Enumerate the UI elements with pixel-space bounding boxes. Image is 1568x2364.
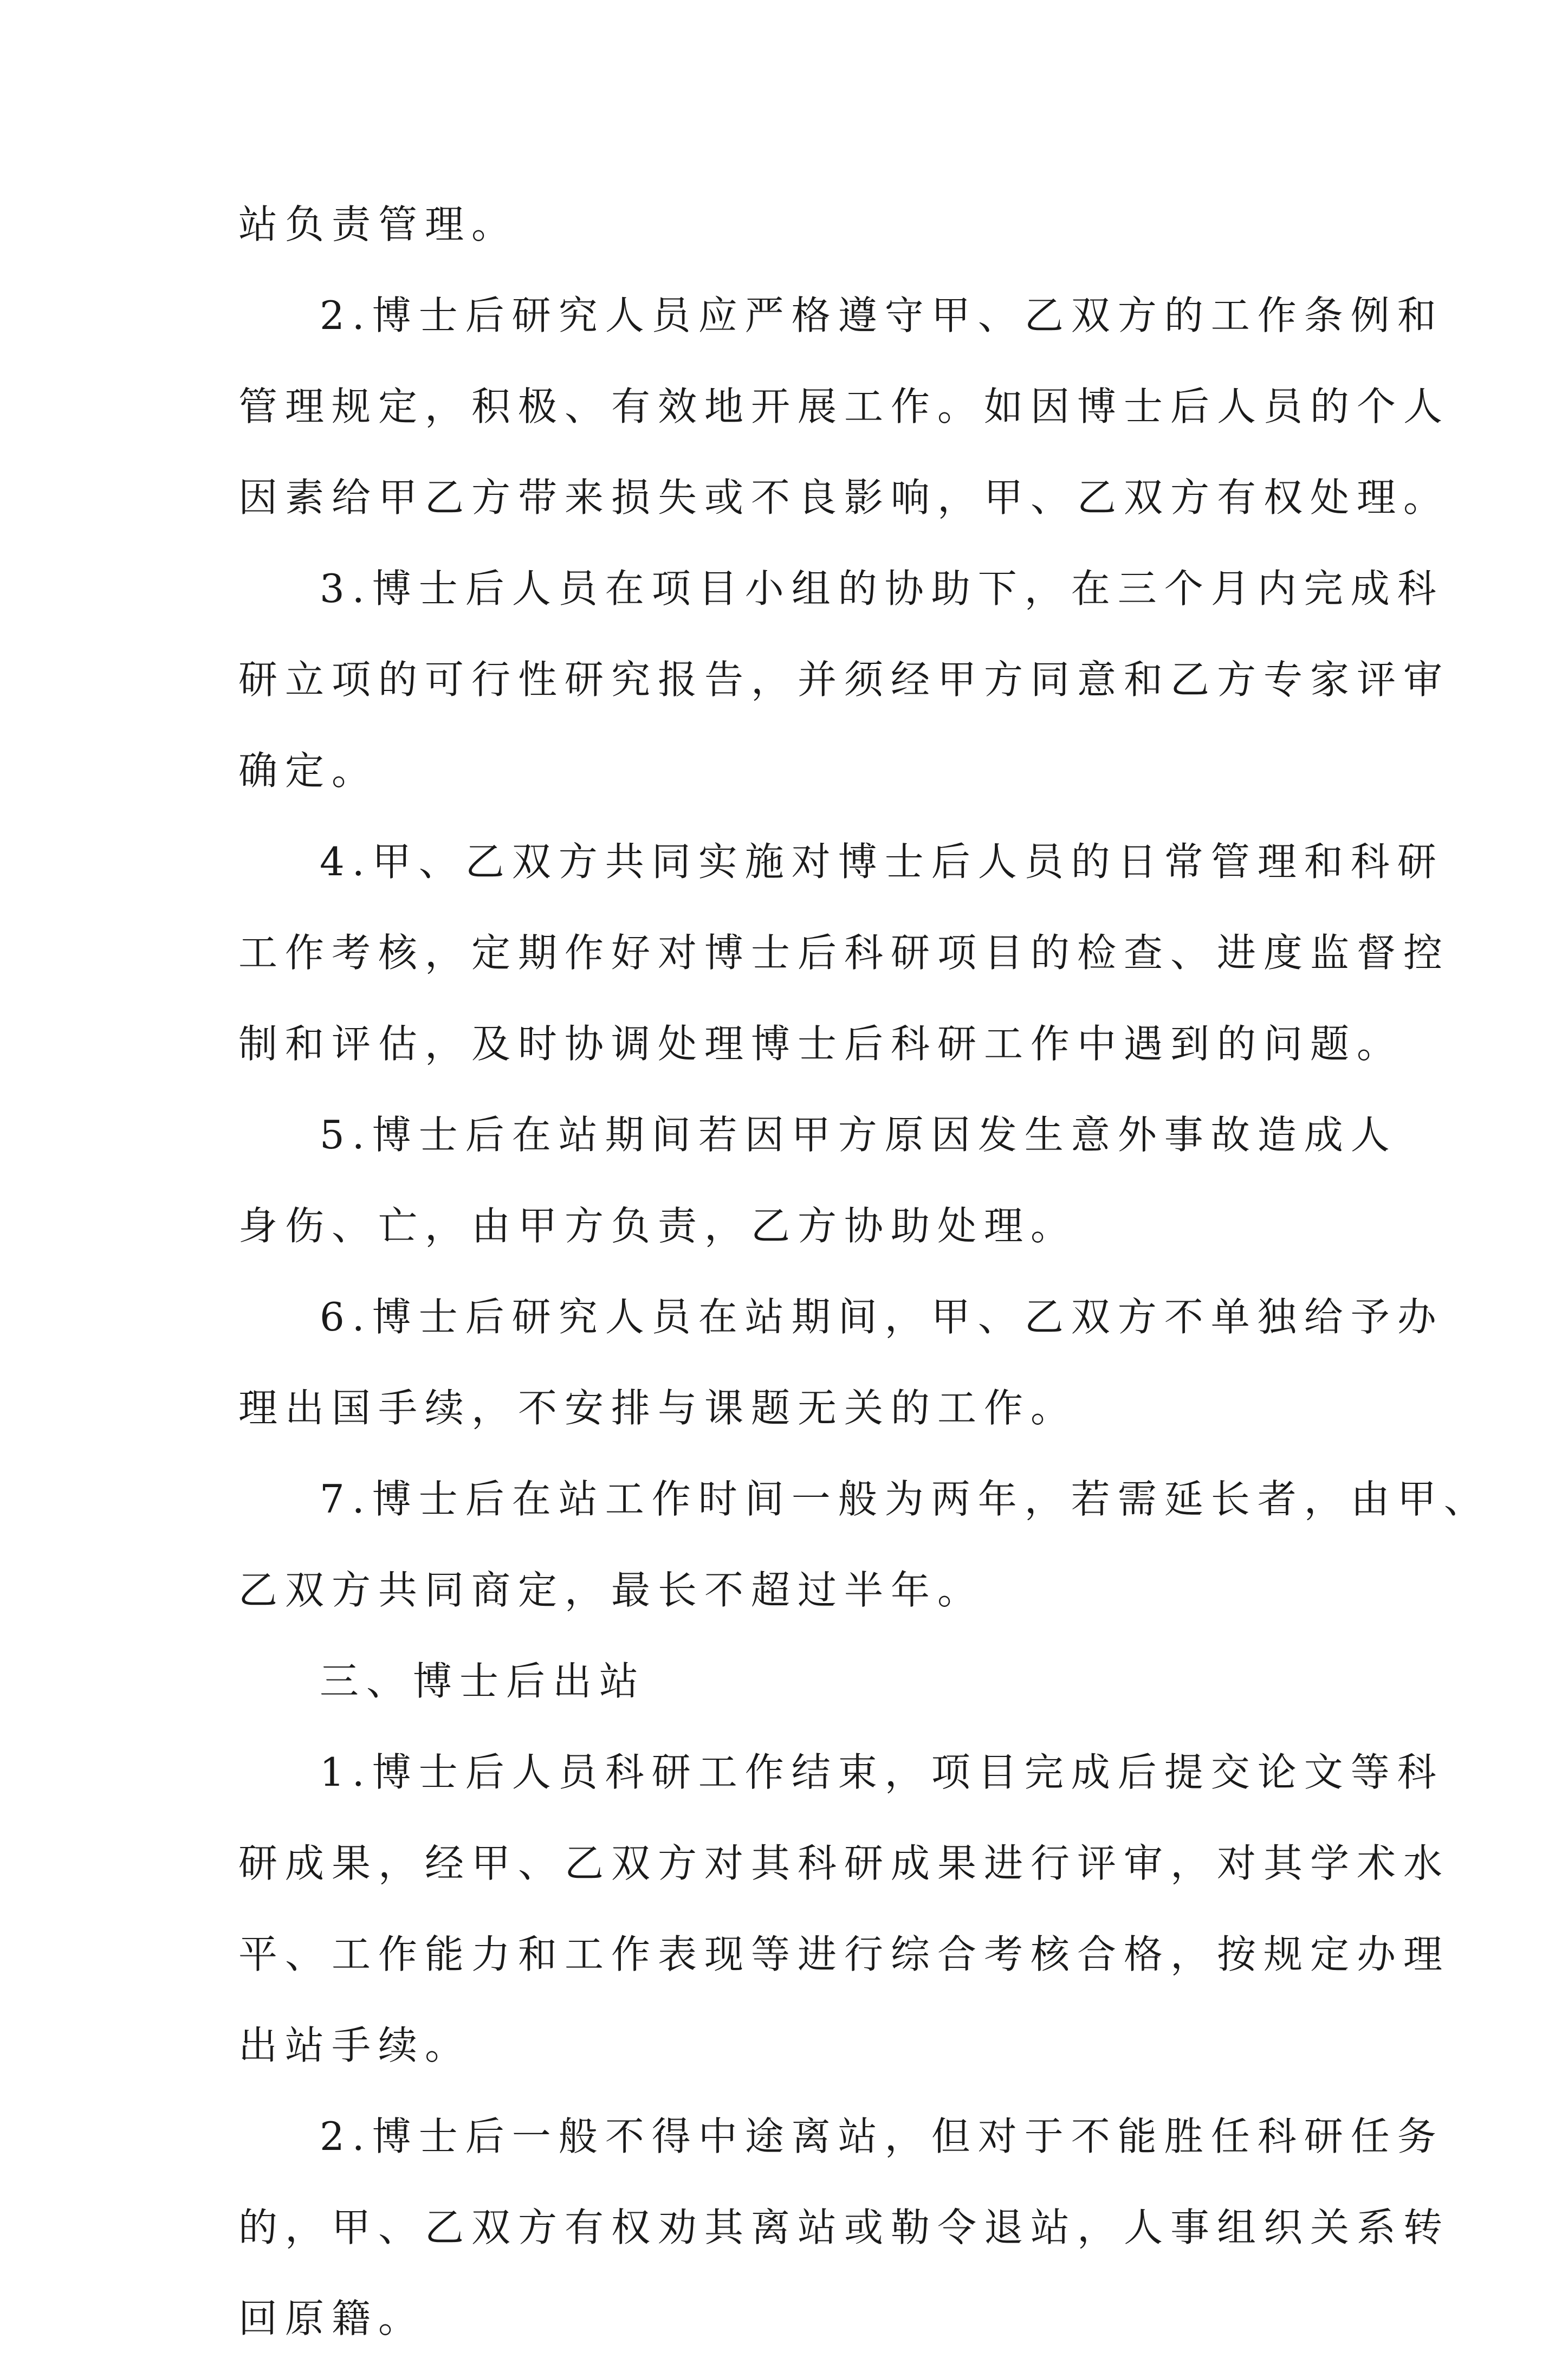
text-line: 6.博士后研究人员在站期间，甲、乙双方不单独给予办	[320, 1294, 1444, 1340]
text-line: 制和评估，及时协调处理博士后科研工作中遇到的问题。	[238, 1021, 1404, 1067]
text-line: 站负责管理。	[238, 202, 519, 247]
text-line: 理出国手续，不安排与课题无关的工作。	[238, 1385, 1078, 1431]
text-line: 乙双方共同商定，最长不超过半年。	[238, 1567, 984, 1613]
text-line: 3.博士后人员在项目小组的协助下，在三个月内完成科	[320, 566, 1444, 611]
text-line: 回原籍。	[238, 2296, 425, 2341]
text-line: 工作考核，定期作好对博士后科研项目的检查、进度监督控	[238, 930, 1450, 976]
text-line: 平、工作能力和工作表现等进行综合考核合格，按规定办理	[238, 1932, 1450, 1977]
section-heading: 三、博士后出站	[320, 1658, 646, 1704]
text-line: 确定。	[238, 748, 379, 793]
text-line: 研立项的可行性研究报告，并须经甲方同意和乙方专家评审	[238, 657, 1450, 702]
text-line: 5.博士后在站期间若因甲方原因发生意外事故造成人	[320, 1112, 1397, 1158]
text-line: 管理规定，积极、有效地开展工作。如因博士后人员的个人	[238, 384, 1450, 429]
document-body	[238, 179, 1491, 2364]
text-line: 出站手续。	[238, 2023, 472, 2068]
text-line: 4.甲、乙双方共同实施对博士后人员的日常管理和科研	[320, 839, 1444, 884]
text-line: 的，甲、乙双方有权劝其离站或勒令退站，人事组织关系转	[238, 2205, 1450, 2250]
text-line: 身伤、亡，由甲方负责，乙方协助处理。	[238, 1203, 1078, 1249]
text-line: 因素给甲乙方带来损失或不良影响，甲、乙双方有权处理。	[238, 475, 1450, 520]
text-line: 7.博士后在站工作时间一般为两年，若需延长者，由甲、	[320, 1476, 1491, 1522]
text-line: 研成果，经甲、乙双方对其科研成果进行评审，对其学术水	[238, 1840, 1450, 1886]
text-line: 2.博士后研究人员应严格遵守甲、乙双方的工作条例和	[320, 293, 1444, 338]
text-line: 1.博士后人员科研工作结束，项目完成后提交论文等科	[320, 1749, 1444, 1795]
text-line: 2.博士后一般不得中途离站，但对于不能胜任科研任务	[320, 2114, 1444, 2159]
